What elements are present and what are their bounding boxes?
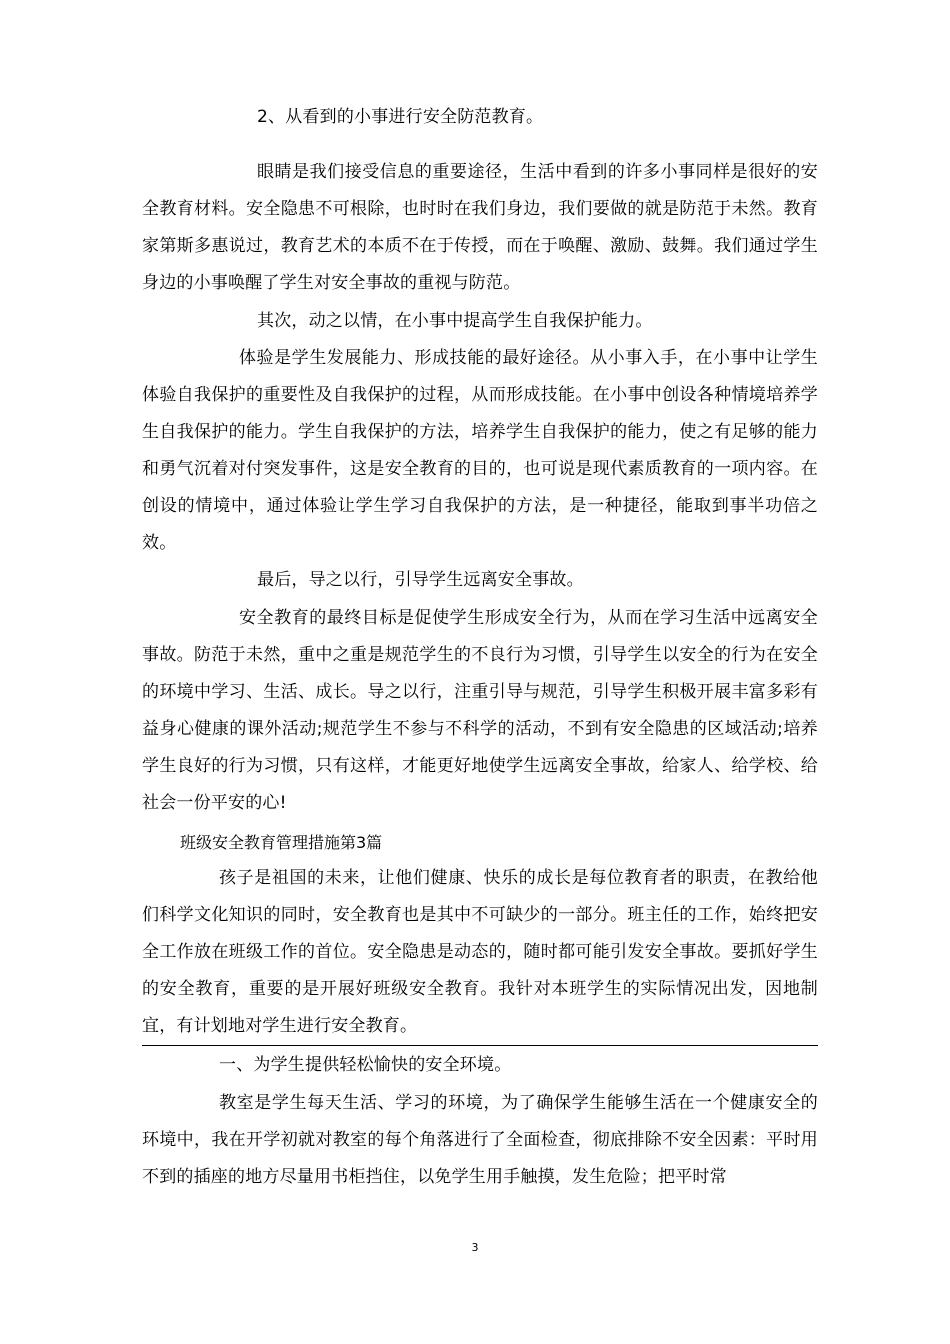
paragraph-body-4: 孩子是祖国的未来，让他们健康、快乐的成长是每位教育者的职责，在教给他们科学文化知识的同时，安全教育也是其中不可缺少的一部分。班主任的工作，始终把安全工作放在班级工作的首位。安全隐患是动态的，随时都可能引发安全事故。要抓好学生的安全教育，重要的是开展好班级安全教育。我针对本班学生的实际情况出发，因地制宜，有计划地对学生进行安全教育。 <box>142 868 818 1036</box>
paragraph-heading-one: 一、为学生提供轻松愉快的安全环境。 <box>219 1055 512 1075</box>
paragraph-body-2: 体验是学生发展能力、形成技能的最好途径。从小事入手，在小事中让学生体验自我保护的重要性及自我保护的过程，从而形成技能。在小事中创设各种情境培养学生自我保护的能力。学生自我保护的方法，培养学生自我保护的能力，使之有足够的能力和勇气沉着对付突发事件，这是安全教育的目的，也可说是现代素质教育的一项内容。在创设的情境中，通过体验让学生学习自我保护的方法，是一种捷径，能取到事半功倍之效。 <box>142 348 818 553</box>
paragraph-body-3: 安全教育的最终目标是促使学生形成安全行为，从而在学习生活中远离安全事故。防范于未然，重中之重是规范学生的不良行为习惯，引导学生以安全的行为在安全的环境中学习、生活、成长。导之以行，注重引导与规范，引导学生积极开展丰富多彩有益身心健康的课外活动;规范学生不参与不科学的活动，不到有安全隐患的区域活动;培养学生良好的行为习惯，只有这样，才能更好地使学生远离安全事故，给家人、给学校、给社会一份平安的心! <box>142 608 818 813</box>
page-number: 3 <box>471 1241 479 1254</box>
section-title-part3: 班级安全教育管理措施第3篇 <box>180 833 383 852</box>
paragraph-heading-2: 2、从看到的小事进行安全防范教育。 <box>257 107 544 127</box>
paragraph-body-5: 教室是学生每天生活、学习的环境，为了确保学生能够生活在一个健康安全的环境中，我在开学初就对教室的每个角落进行了全面检查，彻底排除不安全因素：平时用不到的插座的地方尽量用书柜挡住，以免学生用手触摸，发生危险；把平时常 <box>142 1093 818 1187</box>
horizontal-divider <box>142 1045 818 1046</box>
paragraph-body-1: 眼睛是我们接受信息的重要途径，生活中看到的许多小事同样是很好的安全教育材料。安全隐患不可根除，也时时在我们身边，我们要做的就是防范于未然。教育家第斯多惠说过，教育艺术的本质不在于传授，而在于唤醒、激励、鼓舞。我们通过学生身边的小事唤醒了学生对安全事故的重视与防范。 <box>142 162 818 293</box>
paragraph-subheading-finally: 最后，导之以行，引导学生远离安全事故。 <box>257 570 584 590</box>
paragraph-subheading-secondly: 其次，动之以情，在小事中提高学生自我保护能力。 <box>257 311 653 331</box>
